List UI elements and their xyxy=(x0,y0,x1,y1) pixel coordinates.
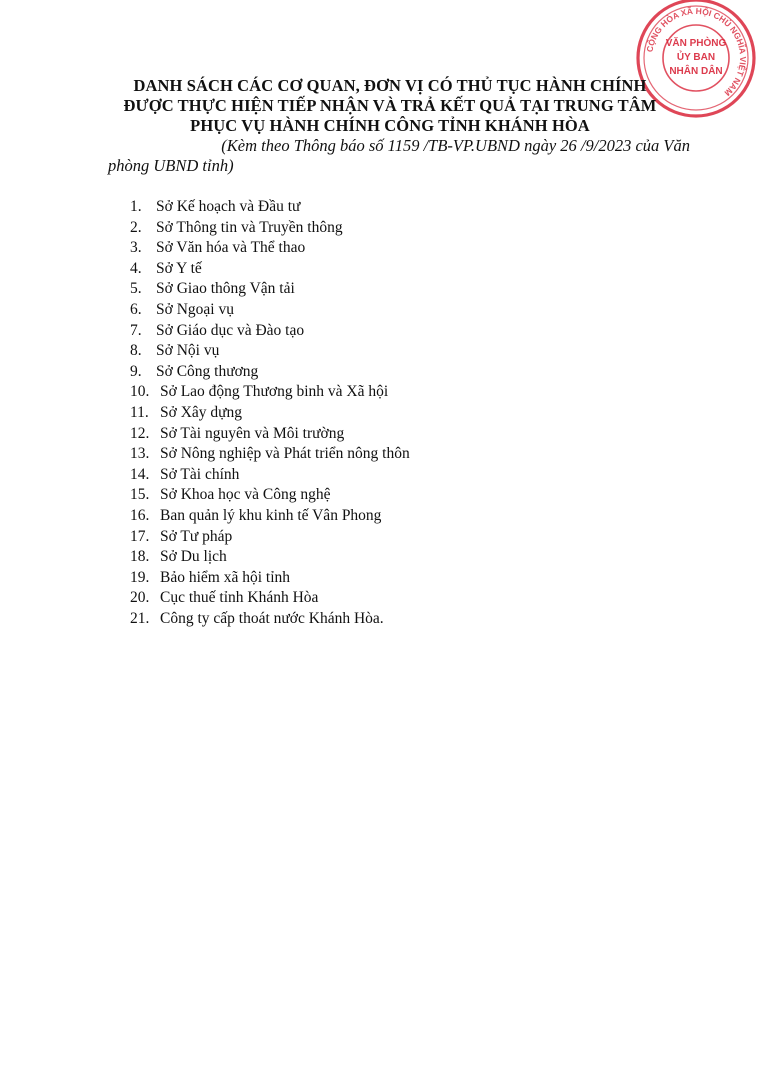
list-item-text: Sở Giáo dục và Đào tạo xyxy=(156,321,305,339)
list-item xyxy=(130,609,410,630)
list-item-number: 16. xyxy=(130,506,150,524)
list-item xyxy=(130,238,410,259)
list-item-text: Sở Kế hoạch và Đầu tư xyxy=(156,198,301,215)
list-item-text: Bảo hiểm xã hội tỉnh xyxy=(160,568,291,586)
list-item-number: 19. xyxy=(130,568,150,586)
list-item-number: 12. xyxy=(130,424,150,442)
list-item-number: 18. xyxy=(130,548,150,566)
list-item xyxy=(130,506,410,527)
list-item-text: Sở Văn hóa và Thể thao xyxy=(156,239,306,257)
title-line-3: PHỤC VỤ HÀNH CHÍNH CÔNG TỈNH KHÁNH HÒA xyxy=(190,116,590,135)
list-item xyxy=(130,485,410,506)
list-item xyxy=(130,403,410,424)
list-item-text: Sở Tư pháp xyxy=(160,527,233,545)
list-item xyxy=(130,321,410,342)
list-item-number: 10. xyxy=(130,383,150,401)
list-item-number: 2. xyxy=(130,218,142,236)
list-item-text: Sở Ngoại vụ xyxy=(156,300,234,318)
document-subtitle xyxy=(108,136,692,176)
seal-line-1: VĂN PHÒNG xyxy=(665,38,727,49)
seal-line-3: NHÂN DÂN xyxy=(669,66,723,77)
list-item-text: Sở Tài chính xyxy=(160,465,240,483)
list-item-number: 21. xyxy=(130,609,150,627)
list-item-number: 3. xyxy=(130,239,142,257)
list-item-text: Sở Du lịch xyxy=(160,548,227,566)
list-item-text: Sở Tài nguyên và Môi trường xyxy=(160,424,345,442)
list-item-text: Sở Y tế xyxy=(156,259,202,277)
list-item-text: Công ty cấp thoát nước Khánh Hòa. xyxy=(160,609,384,627)
list-item-number: 6. xyxy=(130,300,142,318)
list-item xyxy=(130,279,410,300)
list-item xyxy=(130,444,410,465)
list-item-text: Sở Xây dựng xyxy=(160,403,243,421)
list-item-text: Sở Khoa học và Công nghệ xyxy=(160,486,331,504)
list-item-text: Cục thuế tỉnh Khánh Hòa xyxy=(160,589,319,607)
list-item-text: Sở Thông tin và Truyền thông xyxy=(156,218,343,236)
list-item-text: Ban quản lý khu kinh tế Vân Phong xyxy=(160,506,382,524)
list-item xyxy=(130,588,410,609)
list-item-text: Sở Giao thông Vận tải xyxy=(156,280,295,298)
list-item-text: Sở Nông nghiệp và Phát triển nông thôn xyxy=(160,445,410,463)
list-item xyxy=(130,300,410,321)
title-line-2: ĐƯỢC THỰC HIỆN TIẾP NHẬN VÀ TRẢ KẾT QUẢ TẠI TRUNG TÂM xyxy=(123,96,657,115)
list-item-number: 13. xyxy=(130,445,150,463)
list-item-number: 14. xyxy=(130,465,150,483)
list-item xyxy=(130,362,410,383)
list-item xyxy=(130,547,410,568)
list-item-text: Sở Công thương xyxy=(156,362,259,380)
list-item xyxy=(130,424,410,445)
list-item-number: 9. xyxy=(130,362,142,380)
list-item xyxy=(130,259,410,280)
list-item xyxy=(130,382,410,403)
list-item-number: 7. xyxy=(130,321,142,339)
subtitle-line-1: (Kèm theo Thông báo số 1159 /TB-VP.UBND ngày 26 /9/2023 của Văn xyxy=(221,136,690,155)
seal-ring-text: CỘNG HÒA XÃ HỘI CHỦ NGHĨA VIỆT NAM xyxy=(644,5,749,99)
list-item-number: 8. xyxy=(130,342,142,360)
subtitle-line-2: phòng UBND tỉnh) xyxy=(108,156,234,175)
list-item-text: Sở Nội vụ xyxy=(156,342,220,360)
list-item-text: Sở Lao động Thương binh và Xã hội xyxy=(160,383,389,401)
list-item-number: 15. xyxy=(130,486,150,504)
list-item xyxy=(130,341,410,362)
title-line-1: DANH SÁCH CÁC CƠ QUAN, ĐƠN VỊ CÓ THỦ TỤC HÀNH CHÍNH xyxy=(133,76,647,95)
list-item xyxy=(130,465,410,486)
seal-line-2: ỦY BAN xyxy=(676,52,716,63)
list-item xyxy=(130,527,410,548)
document-title xyxy=(90,76,690,136)
list-item xyxy=(130,197,410,218)
list-item xyxy=(130,568,410,589)
list-item xyxy=(130,218,410,239)
list-item-number: 1. xyxy=(130,198,142,215)
list-item-number: 5. xyxy=(130,280,142,298)
list-item-number: 17. xyxy=(130,527,150,545)
list-item-number: 11. xyxy=(130,403,149,421)
list-item-number: 4. xyxy=(130,259,142,277)
agency-list xyxy=(130,197,410,629)
list-item-number: 20. xyxy=(130,589,150,607)
